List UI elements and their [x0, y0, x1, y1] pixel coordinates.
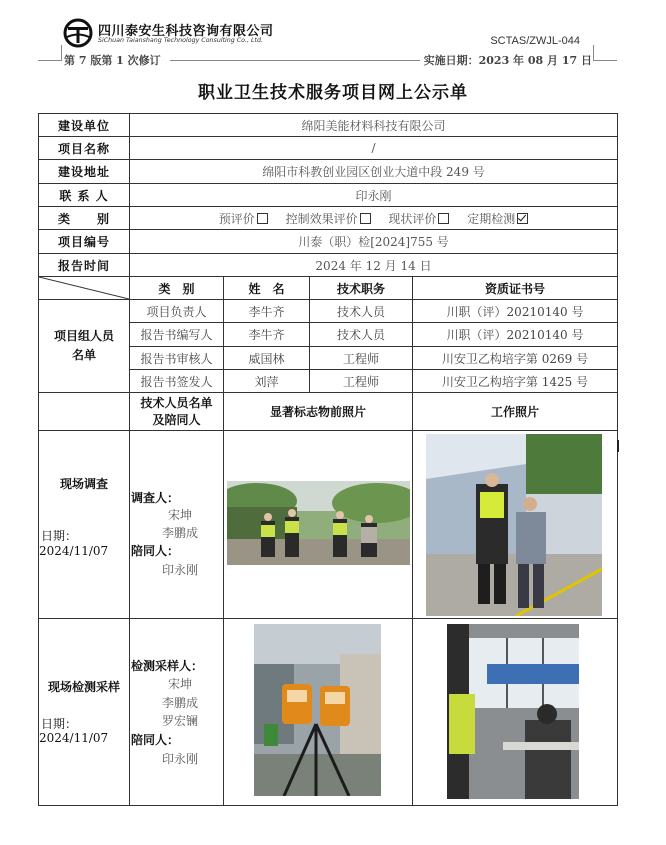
team-cert: 川安卫乙构培字第 1425 号 [413, 370, 618, 393]
team-name: 李牛齐 [224, 300, 310, 323]
survey-date-label: 日期： [41, 529, 78, 543]
header-rule-left [38, 60, 62, 61]
edge-mark [617, 440, 619, 452]
sampling-date: 2024/11/07 [39, 731, 109, 745]
photo-header-work: 工作照片 [413, 393, 618, 431]
survey-investigator-name: 宋坤 [167, 508, 192, 522]
header-divider-left [61, 45, 62, 61]
diagonal-line [39, 277, 129, 299]
team-role: 报告书签发人 [130, 370, 224, 393]
sampling-people-cell [130, 619, 224, 806]
team-header-cert: 资质证书号 [413, 277, 618, 300]
sampling-escort-label: 陪同人： [131, 733, 180, 747]
value-address: 绵阳市科教创业园区创业大道中段 249 号 [130, 160, 618, 184]
row-project-name [39, 137, 618, 160]
value-category [130, 207, 618, 230]
row-construction-unit [39, 114, 618, 137]
team-name: 威国林 [224, 347, 310, 370]
survey-work-photo [426, 434, 602, 616]
team-row [39, 300, 618, 323]
label-construction-unit: 建设单位 [39, 114, 130, 137]
label-contact: 联 系 人 [39, 184, 130, 207]
photo-header-row [39, 393, 618, 431]
header-rule-middle [170, 60, 420, 61]
sampling-landmark-photo [254, 624, 381, 796]
edition-label: 第 7 版第 1 次修订 [64, 54, 161, 67]
company-name-cn: 四川泰安生科技咨询有限公司 [98, 24, 274, 39]
survey-row [39, 431, 618, 619]
survey-work-photo-cell [413, 431, 618, 619]
label-address: 建设地址 [39, 160, 130, 184]
row-report-time [39, 254, 618, 277]
photo-header-blank [39, 393, 130, 431]
row-category [39, 207, 618, 230]
team-role: 报告书编写人 [130, 323, 224, 347]
checkbox-periodic-testing[interactable] [517, 213, 528, 224]
sampling-work-photo [447, 624, 579, 799]
survey-investigator-name: 李鹏成 [161, 526, 198, 540]
survey-landmark-photo-cell [224, 431, 413, 619]
sampling-title: 现场检测采样 [47, 680, 120, 694]
survey-escort-label: 陪同人： [131, 544, 180, 558]
photo-header-landmark: 显著标志物前照片 [224, 393, 413, 431]
sampling-landmark-photo-cell [224, 619, 413, 806]
category-option-pre-evaluation [219, 212, 268, 226]
survey-investigator-label: 调查人： [131, 491, 180, 505]
category-option-status-evaluation [388, 212, 449, 226]
sampling-date-label: 日期： [41, 717, 78, 731]
team-group-label [39, 300, 130, 393]
value-project-number: 川泰（职）检[2024]755 号 [130, 230, 618, 254]
category-option-periodic-testing [467, 212, 528, 226]
sampling-sampler-name: 宋坤 [167, 677, 192, 691]
category-option-label: 控制效果评价 [285, 211, 358, 226]
label-category: 类 别 [39, 207, 130, 230]
survey-section-cell [39, 431, 130, 619]
photo-header-staff [130, 393, 224, 431]
implementation-date: 实施日期：2023 年 08 月 17 日 [423, 54, 592, 67]
survey-title: 现场调查 [59, 477, 108, 491]
label-project-number: 项目编号 [39, 230, 130, 254]
team-title: 工程师 [310, 370, 413, 393]
header-rule-right [593, 60, 617, 61]
survey-landmark-photo [227, 481, 410, 565]
team-title: 技术人员 [310, 323, 413, 347]
label-report-time: 报告时间 [39, 254, 130, 277]
team-header-name: 姓 名 [224, 277, 310, 300]
checkbox-pre-evaluation[interactable] [257, 213, 268, 224]
team-cert: 川职（评）20210140 号 [413, 300, 618, 323]
sampling-escort-name: 印永刚 [161, 752, 198, 766]
document-code: SCTAS/ZWJL-044 [490, 35, 580, 47]
team-role: 报告书审核人 [130, 347, 224, 370]
team-title: 技术人员 [310, 300, 413, 323]
category-option-label: 定期检测 [467, 211, 516, 226]
row-contact [39, 184, 618, 207]
company-name-en: SiChuan Taianshang Technology Consulting Co., Ltd. [98, 37, 264, 44]
team-title: 工程师 [310, 347, 413, 370]
document-title: 职业卫生技术服务项目网上公示单 [198, 83, 468, 103]
survey-people-cell [130, 431, 224, 619]
team-header-row [39, 277, 618, 300]
checkbox-status-evaluation[interactable] [438, 213, 449, 224]
survey-escort-name: 印永刚 [161, 563, 198, 577]
diagonal-header-cell [39, 277, 130, 300]
team-header-title: 技术职务 [310, 277, 413, 300]
value-contact: 印永刚 [130, 184, 618, 207]
survey-date: 2024/11/07 [39, 544, 109, 558]
team-cert: 川安卫乙构培字第 0269 号 [413, 347, 618, 370]
sampling-sampler-label: 检测采样人： [131, 659, 204, 673]
category-option-control-effect [286, 212, 371, 226]
sampling-section-cell [39, 619, 130, 806]
sampling-sampler-name: 罗宏镧 [161, 714, 198, 728]
category-option-label: 现状评价 [388, 211, 437, 226]
value-construction-unit: 绵阳美能材料科技有限公司 [130, 114, 618, 137]
team-header-role: 类 别 [130, 277, 224, 300]
team-cert: 川职（评）20210140 号 [413, 323, 618, 347]
sampling-row [39, 619, 618, 806]
team-role: 项目负责人 [130, 300, 224, 323]
checkbox-control-effect[interactable] [360, 213, 371, 224]
label-project-name: 项目名称 [39, 137, 130, 160]
sampling-work-photo-cell [413, 619, 618, 806]
disclosure-table [38, 113, 618, 806]
header-divider-right [593, 45, 594, 61]
category-option-label: 预评价 [218, 211, 255, 226]
team-name: 刘萍 [224, 370, 310, 393]
row-project-number [39, 230, 618, 254]
value-report-time: 2024 年 12 月 14 日 [130, 254, 618, 277]
team-name: 李牛齐 [224, 323, 310, 347]
row-address [39, 160, 618, 184]
photo-header-staff-text: 技术人员名单及陪同人 [140, 395, 213, 427]
sampling-sampler-name: 李鹏成 [161, 696, 198, 710]
team-group-text: 项目组人员名单 [53, 329, 114, 362]
value-project-name: / [130, 137, 618, 160]
company-logo [62, 18, 94, 48]
